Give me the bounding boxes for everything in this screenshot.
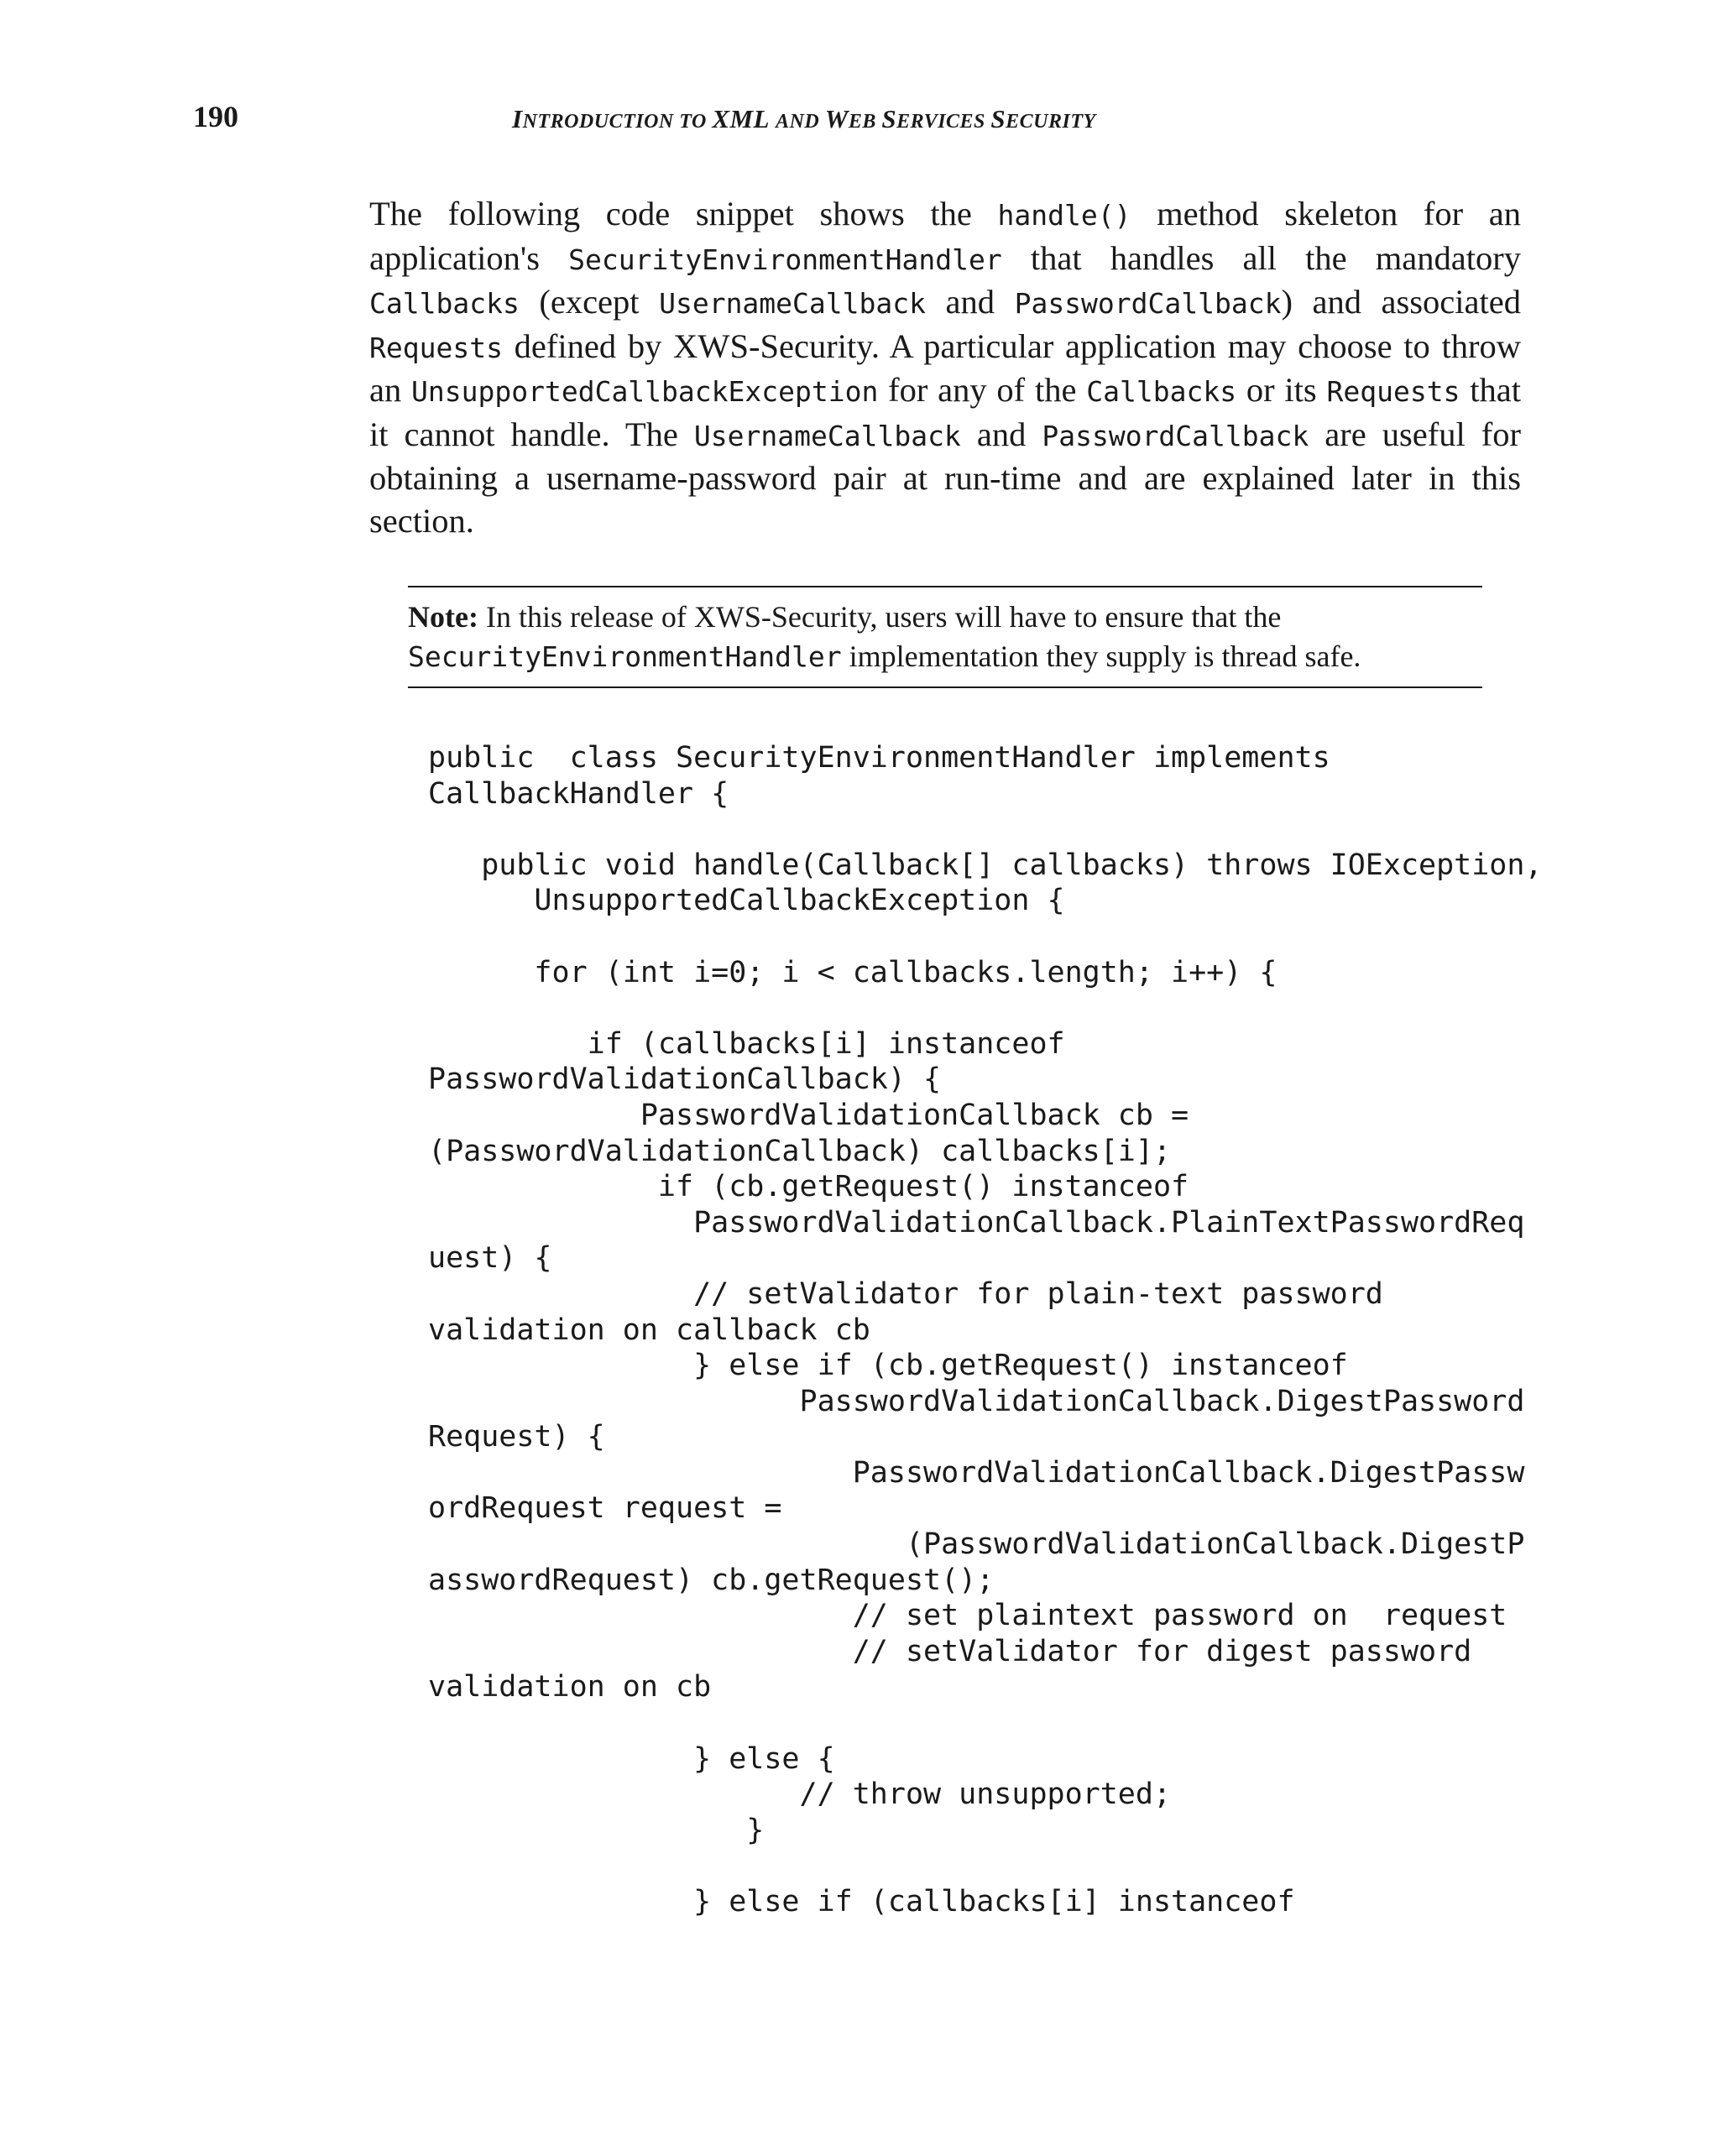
running-head-part: EB [848,111,882,133]
running-head-part: W [824,104,849,133]
running-head-part: S [990,104,1006,133]
code-line [428,812,1543,848]
inline-code: SecurityEnvironmentHandler [568,243,1002,276]
code-line: public class SecurityEnvironmentHandler implements [428,741,1330,775]
text-run: defined by XWS-Security. A particular application may choose to throw an [369,326,1521,409]
text-run: for any of the [878,371,1087,409]
code-line [428,990,1543,1026]
code-line: ordRequest request = [428,1491,782,1526]
code-line: } [428,1813,765,1847]
running-head-part: ERVICES [896,111,991,133]
inline-code: UsernameCallback [693,419,961,452]
code-line: PasswordValidationCallback) { [428,1062,942,1097]
code-line: // setValidator for digest password [428,1634,1472,1668]
note-box [408,586,1482,688]
text-run: or its [1236,371,1327,409]
code-line: } else if (callbacks[i] instanceof [428,1885,1295,1918]
inline-code: Callbacks [1086,375,1237,408]
inline-code: Requests [369,331,503,364]
code-line: uest) { [428,1241,552,1276]
text-run: method skeleton for an application's [369,195,1521,277]
text-run: In this release of XWS-Security, users will have to ensure that the [478,600,1282,634]
running-head-part: AND [776,111,825,133]
running-head-part: NTRODUCTION TO [522,111,713,133]
running-head-part: XML [712,104,776,133]
text-run: and [960,415,1042,453]
code-line: // set plaintext password on request [428,1599,1507,1633]
code-line: if (cb.getRequest() instanceof [428,1170,1189,1204]
page-number: 190 [193,100,238,133]
code-line: (PasswordValidationCallback.DigestP [428,1527,1525,1562]
inline-code: UsernameCallback [659,287,926,320]
code-line: CallbackHandler { [428,776,729,811]
code-line: if (callbacks[i] instanceof [428,1026,1065,1061]
inline-code: SecurityEnvironmentHandler [408,640,842,673]
note-text [408,600,1361,673]
code-line: } else { [428,1741,835,1776]
code-line: PasswordValidationCallback.PlainTextPasswordReq [428,1205,1525,1240]
text-run: and [925,283,1015,321]
text-run: (except [519,283,660,321]
running-head [512,102,1096,138]
code-line: for (int i=0; i < callbacks.length; i++) { [428,955,1277,989]
code-line: (PasswordValidationCallback) callbacks[i]; [428,1134,1172,1168]
code-line: PasswordValidationCallback.DigestPassword [428,1384,1525,1418]
text-run: are useful for obtaining a username-password pair at run-time and are explained later in this section. [369,415,1521,540]
inline-code: Requests [1326,375,1460,408]
code-line: public void handle(Callback[] callbacks) throws IOException, [428,848,1543,882]
code-line: asswordRequest) cb.getRequest(); [428,1563,995,1597]
running-head-part: ECURITY [1006,111,1096,133]
code-line: validation on cb [428,1670,712,1704]
code-line [428,1705,1543,1741]
code-line: validation on callback cb [428,1313,870,1347]
inline-code: UnsupportedCallbackException [411,375,879,408]
text-run: that handles all the mandatory [1001,238,1521,277]
code-line: PasswordValidationCallback cb = [428,1098,1189,1132]
inline-code: PasswordCallback [1042,419,1309,452]
code-line [428,919,1543,955]
text-run: ) and associated [1281,283,1521,321]
running-head-part: I [512,104,523,133]
code-line [428,1848,1543,1884]
running-head-part: S [881,104,897,133]
inline-code: handle() [997,199,1131,232]
code-line: // throw unsupported; [428,1778,1172,1812]
code-line: Request) { [428,1420,605,1454]
body-paragraph [369,193,1521,542]
note-label: Note: [408,600,478,634]
text-run: that it cannot handle. The [369,371,1521,453]
code-line: } else if (cb.getRequest() instanceof [428,1349,1348,1383]
code-line: UnsupportedCallbackException { [428,884,1065,918]
code-line: PasswordValidationCallback.DigestPassw [428,1455,1525,1490]
code-line: // setValidator for plain-text password [428,1276,1383,1311]
inline-code: Callbacks [369,287,520,320]
inline-code: PasswordCallback [1014,287,1282,320]
text-run: The following code snippet shows the [369,195,998,232]
text-run: implementation they supply is thread safe. [841,639,1361,673]
code-listing [428,740,1543,1920]
